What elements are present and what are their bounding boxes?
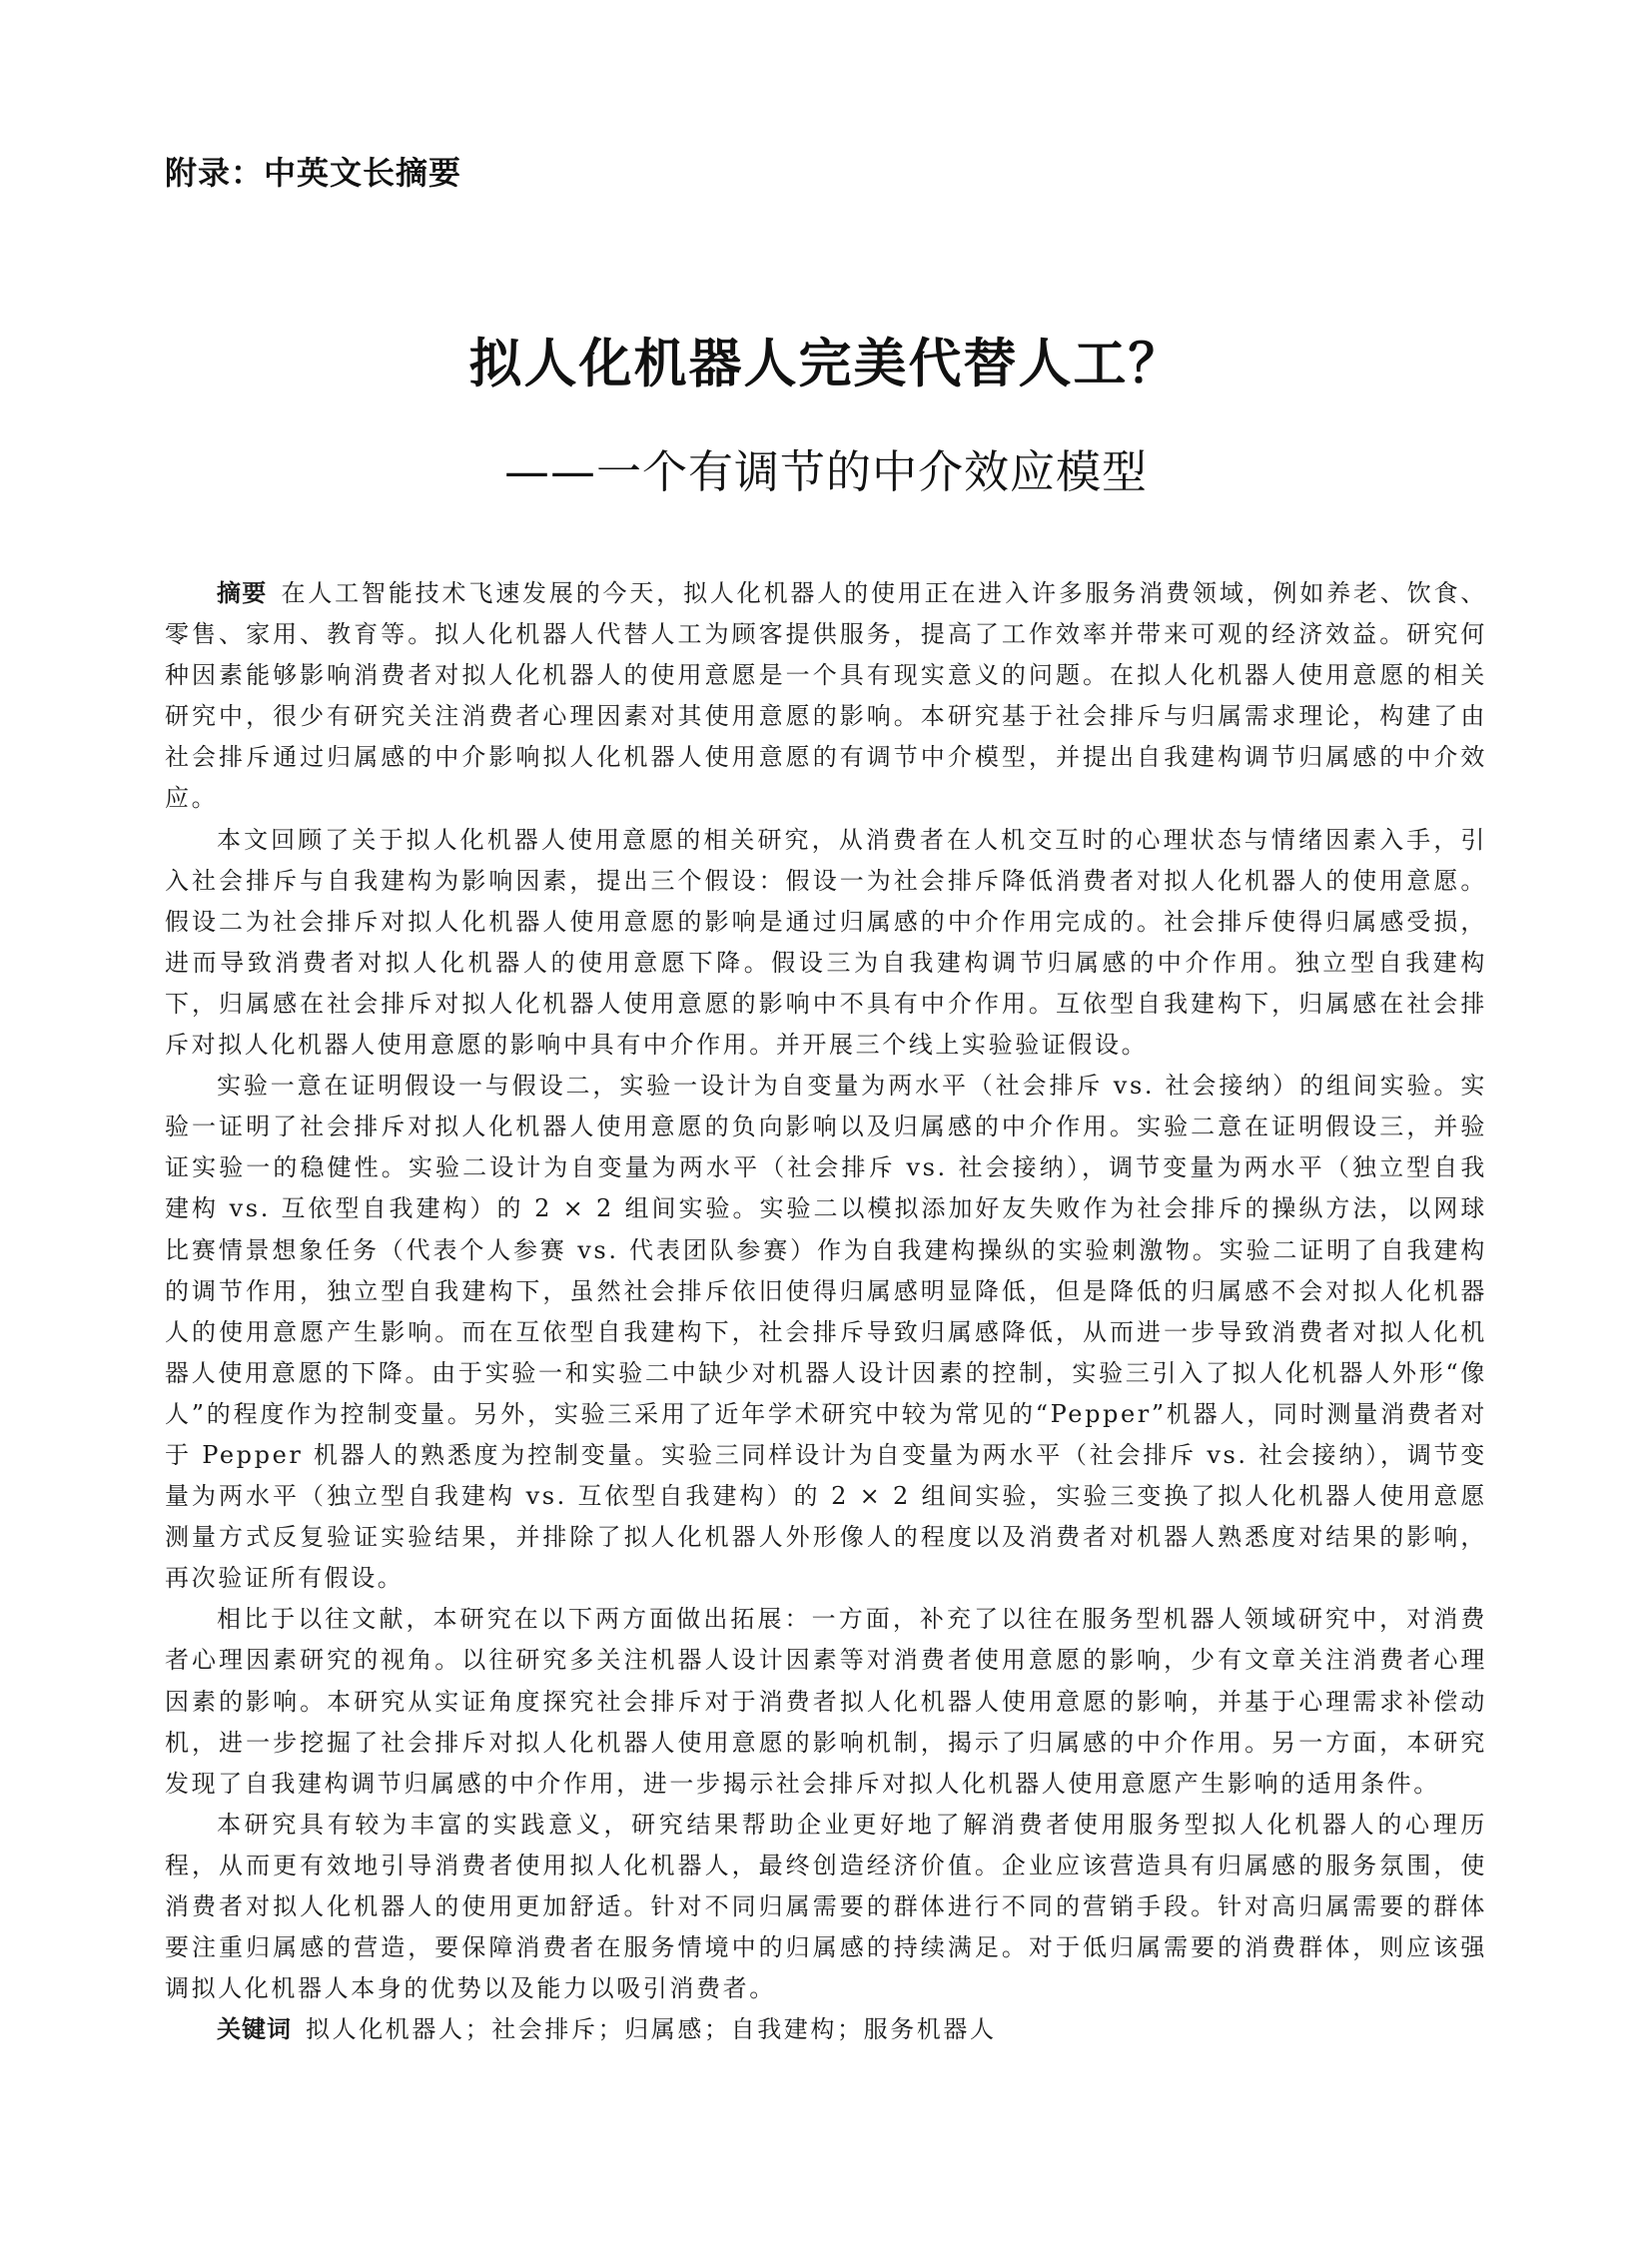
abstract-paragraph bbox=[165, 573, 1487, 820]
abstract-paragraph: 相比于以往文献，本研究在以下两方面做出拓展：一方面，补充了以往在服务型机器人领域研究中，对消费者心理因素研究的视角。以往研究多关注机器人设计因素等对消费者使用意愿的影响，少有文章关注消费者心理因素的影响。本研究从实证角度探究社会排斥对于消费者拟人化机器人使用意愿的影响，并基于心理需求补偿动机，进一步挖掘了社会排斥对拟人化机器人使用意愿的影响机制，揭示了归属感的中介作用。另一方面，本研究发现了自我建构调节归属感的中介作用，进一步揭示社会排斥对拟人化机器人使用意愿产生影响的适用条件。 bbox=[165, 1605, 1487, 1798]
keywords-text: 拟人化机器人；社会排斥；归属感；自我建构；服务机器人 bbox=[306, 2015, 997, 2044]
abstract-paragraph-text: 在人工智能技术飞速发展的今天，拟人化机器人的使用正在进入许多服务消费领域，例如养老、饮食、零售、家用、教育等。拟人化机器人代替人工为顾客提供服务，提高了工作效率并带来可观的经济效益。研究何种因素能够影响消费者对拟人化机器人的使用意愿是一个具有现实意义的问题。在拟人化机器人使用意愿的相关研究中，很少有研究关注消费者心理因素对其使用意愿的影响。本研究基于社会排斥与归属需求理论，构建了由社会排斥通过归属感的中介影响拟人化机器人使用意愿的有调节中介模型，并提出自我建构调节归属感的中介效应。 bbox=[165, 579, 1488, 813]
keywords-line bbox=[165, 2009, 1487, 2050]
abstract-paragraph: 实验一意在证明假设一与假设二，实验一设计为自变量为两水平（社会排斥 vs. 社会接纳）的组间实验。实验一证明了社会排斥对拟人化机器人使用意愿的负向影响以及归属感的中介作用。实验二意在证明假设三，并验证实验一的稳健性。实验二设计为自变量为两水平（社会排斥 vs. 社会接纳），调节变量为两水平（独立型自我建构 vs. 互依型自我建构）的 2 × 2 组间实验。实验二以模拟添加好友失败作为社会排斥的操纵方法，以网球比赛情景想象任务（代表个人参赛 vs. 代表团队参赛）作为自我建构操纵的实验刺激物。实验二证明了自我建构的调节作用，独立型自我建构下，虽然社会排斥依旧使得归属感明显降低，但是降低的归属感不会对拟人化机器人的使用意愿产生影响。而在互依型自我建构下，社会排斥导致归属感降低，从而进一步导致消费者对拟人化机器人使用意愿的下降。由于实验一和实验二中缺少对机器人设计因素的控制，实验三引入了拟人化机器人外形“像人”的程度作为控制变量。另外，实验三采用了近年学术研究中较为常见的“Pepper”机器人，同时测量消费者对于 Pepper 机器人的熟悉度为控制变量。实验三同样设计为自变量为两水平（社会排斥 vs. 社会接纳），调节变量为两水平（独立型自我建构 vs. 互依型自我建构）的 2 × 2 组间实验，实验三变换了拟人化机器人使用意愿测量方式反复验证实验结果，并排除了拟人化机器人外形像人的程度以及消费者对机器人熟悉度对结果的影响，再次验证所有假设。 bbox=[165, 1072, 1487, 1593]
abstract-paragraph: 本文回顾了关于拟人化机器人使用意愿的相关研究，从消费者在人机交互时的心理状态与情绪因素入手，引入社会排斥与自我建构为影响因素，提出三个假设：假设一为社会排斥降低消费者对拟人化机器人的使用意愿。假设二为社会排斥对拟人化机器人使用意愿的影响是通过归属感的中介作用完成的。社会排斥使得归属感受损，进而导致消费者对拟人化机器人的使用意愿下降。假设三为自我建构调节归属感的中介作用。独立型自我建构下，归属感在社会排斥对拟人化机器人使用意愿的影响中不具有中介作用。互依型自我建构下，归属感在社会排斥对拟人化机器人使用意愿的影响中具有中介作用。并开展三个线上实验验证假设。 bbox=[165, 825, 1487, 1060]
abstract-body bbox=[165, 573, 1487, 2050]
article-title: 拟人化机器人完美代替人工？ bbox=[468, 334, 1184, 394]
keywords-label: 关键词 bbox=[217, 2015, 292, 2044]
abstract-paragraph: 本研究具有较为丰富的实践意义，研究结果帮助企业更好地了解消费者使用服务型拟人化机器人的心理历程，从而更有效地引导消费者使用拟人化机器人，最终创造经济价值。企业应该营造具有归属感的服务氛围，使消费者对拟人化机器人的使用更加舒适。针对不同归属需要的群体进行不同的营销手段。针对高归属需要的群体要注重归属感的营造，要保障消费者在服务情境中的归属感的持续满足。对于低归属需要的消费群体，则应该强调拟人化机器人本身的优势以及能力以吸引消费者。 bbox=[165, 1810, 1487, 2003]
article-subtitle: ——一个有调节的中介效应模型 bbox=[503, 445, 1148, 498]
abstract-label: 摘要 bbox=[217, 579, 268, 607]
section-label: 附录：中英文长摘要 bbox=[165, 154, 462, 192]
